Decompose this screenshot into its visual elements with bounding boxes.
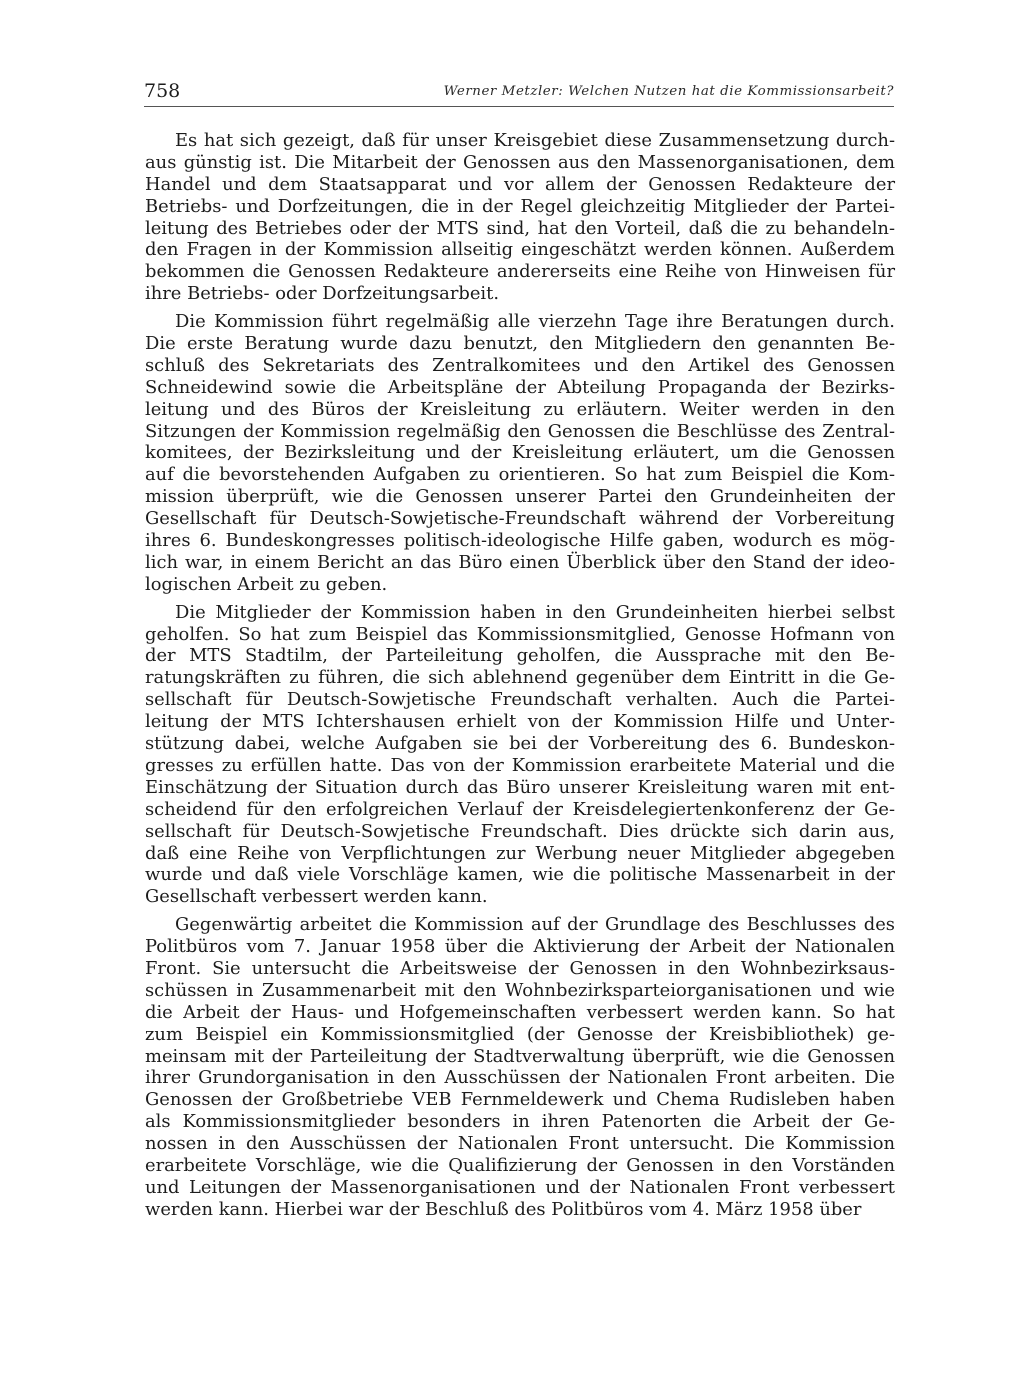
text-line: daß eine Reihe von Verpflichtungen zur Werbung neuer Mitglieder abgegeben — [145, 842, 895, 864]
text-line: logischen Arbeit zu geben. — [145, 573, 388, 595]
text-line: werden kann. Hierbei war der Beschluß des Politbüros vom 4. März 1958 über — [145, 1198, 862, 1220]
body-text — [145, 130, 895, 1221]
text-line: der MTS Stadtilm, der Parteileitung geholfen, die Aussprache mit den Be- — [145, 645, 895, 667]
text-line: nossen in den Ausschüssen der Nationalen Front untersucht. Die Kommission — [145, 1133, 895, 1155]
text-line: Politbüros vom 7. Januar 1958 über die Aktivierung der Arbeit der Nationalen — [145, 936, 895, 958]
text-line: meinsam mit der Parteileitung der Stadtverwaltung überprüft, wie die Genossen — [145, 1045, 895, 1067]
header-rule — [144, 106, 894, 107]
text-line: ihrer Grundorganisation in den Ausschüssen der Nationalen Front arbeiten. Die — [145, 1067, 895, 1089]
text-line: komitees, der Bezirksleitung und der Kreisleitung erläutert, um die Genossen — [145, 442, 895, 464]
text-line: als Kommissionsmitglieder besonders in ihren Patenorten die Arbeit der Ge- — [145, 1111, 895, 1133]
paragraph — [145, 130, 895, 305]
text-line: bekommen die Genossen Redakteure andererseits eine Reihe von Hinweisen für — [145, 261, 895, 283]
text-line: scheidend für den erfolgreichen Verlauf der Kreisdelegiertenkonferenz der Ge- — [145, 798, 895, 820]
text-line: auf die bevorstehenden Aufgaben zu orientieren. So hat zum Beispiel die Kom- — [145, 464, 895, 486]
text-line: Genossen der Großbetriebe VEB Fernmeldewerk und Chema Rudisleben haben — [145, 1089, 895, 1111]
text-line: Die erste Beratung wurde dazu benutzt, den Mitgliedern den genannten Be- — [145, 333, 895, 355]
text-line: leitung des Betriebes oder der MTS sind, hat den Vorteil, daß die zu behandeln- — [145, 217, 895, 239]
page-number: 758 — [144, 80, 181, 102]
paragraph — [145, 914, 895, 1220]
text-line: stützung dabei, welche Aufgaben sie bei der Vorbereitung des 6. Bundeskon- — [145, 733, 895, 755]
text-line: leitung der MTS Ichtershausen erhielt von der Kommission Hilfe und Unter- — [145, 711, 895, 733]
text-line: sellschaft für Deutsch-Sowjetische Freundschaft. Dies drückte sich darin aus, — [145, 820, 895, 842]
text-line: mission überprüft, wie die Genossen unserer Partei den Grundeinheiten der — [145, 486, 895, 508]
text-line: schluß des Sekretariats des Zentralkomitees und den Artikel des Genossen — [145, 354, 895, 376]
text-line: sellschaft für Deutsch-Sowjetische Freundschaft verhalten. Auch die Partei- — [145, 689, 895, 711]
text-line: Es hat sich gezeigt, daß für unser Kreisgebiet diese Zusammensetzung durch- — [175, 130, 895, 151]
paragraph — [145, 311, 895, 596]
paragraph — [145, 602, 895, 908]
text-line: Gegenwärtig arbeitet die Kommission auf der Grundlage des Beschlusses des — [175, 914, 895, 936]
text-line: Gesellschaft für Deutsch-Sowjetische-Freundschaft während der Vorbereitung — [145, 508, 895, 530]
text-line: und Leitungen der Massenorganisationen und der Nationalen Front verbessert — [145, 1176, 895, 1198]
text-line: aus günstig ist. Die Mitarbeit der Genossen aus den Massenorganisationen, dem — [145, 151, 895, 173]
text-line: geholfen. So hat zum Beispiel das Kommissionsmitglied, Genosse Hofmann von — [145, 623, 895, 645]
text-line: zum Beispiel ein Kommissionsmitglied (der Genosse der Kreisbibliothek) ge- — [145, 1023, 895, 1045]
text-line: Einschätzung der Situation durch das Büro unserer Kreisleitung waren mit ent- — [145, 776, 895, 798]
text-line: lich war, in einem Bericht an das Büro einen Überblick über den Stand der ideo- — [145, 551, 895, 573]
text-line: die Arbeit der Haus- und Hofgemeinschaften verbessert werden kann. So hat — [145, 1001, 895, 1023]
text-line: Die Mitglieder der Kommission haben in den Grundeinheiten hierbei selbst — [175, 601, 895, 623]
text-line: leitung und des Büros der Kreisleitung zu erläutern. Weiter werden in den — [145, 398, 895, 420]
text-line: erarbeitete Vorschläge, wie die Qualifizierung der Genossen in den Vorständen — [145, 1154, 895, 1176]
text-line: Die Kommission führt regelmäßig alle vierzehn Tage ihre Beratungen durch. — [175, 311, 895, 333]
text-line: Sitzungen der Kommission regelmäßig den Genossen die Beschlüsse des Zentral- — [145, 420, 895, 442]
text-line: ihre Betriebs- oder Dorfzeitungsarbeit. — [145, 283, 500, 305]
text-line: wurde und daß viele Vorschläge kamen, wie die politische Massenarbeit in der — [145, 864, 895, 886]
text-line: schüssen in Zusammenarbeit mit den Wohnbezirksparteiorganisationen und wie — [145, 979, 895, 1001]
text-line: Handel und dem Staatsapparat und vor allem der Genossen Redakteure der — [145, 173, 895, 195]
text-line: ihres 6. Bundeskongresses politisch-ideologische Hilfe gaben, wodurch es mög- — [145, 530, 895, 552]
text-line: ratungskräften zu führen, die sich ablehnend gegenüber dem Eintritt in die Ge- — [145, 667, 895, 689]
text-line: Front. Sie untersucht die Arbeitsweise der Genossen in den Wohnbezirksaus- — [145, 957, 895, 979]
text-line: gresses zu erfüllen hatte. Das von der Kommission erarbeitete Material und die — [145, 754, 895, 776]
text-line: Betriebs- und Dorfzeitungen, die in der Regel gleichzeitig Mitglieder der Partei- — [145, 195, 895, 217]
text-line: Gesellschaft verbessert werden kann. — [145, 886, 488, 908]
text-line: Schneidewind sowie die Arbeitspläne der Abteilung Propaganda der Bezirks- — [145, 376, 895, 398]
running-title: Werner Metzler: Welchen Nutzen hat die Kommissionsarbeit? — [443, 84, 894, 99]
page-header — [144, 76, 894, 106]
text-line: den Fragen in der Kommission allseitig eingeschätzt werden können. Außerdem — [145, 239, 895, 261]
